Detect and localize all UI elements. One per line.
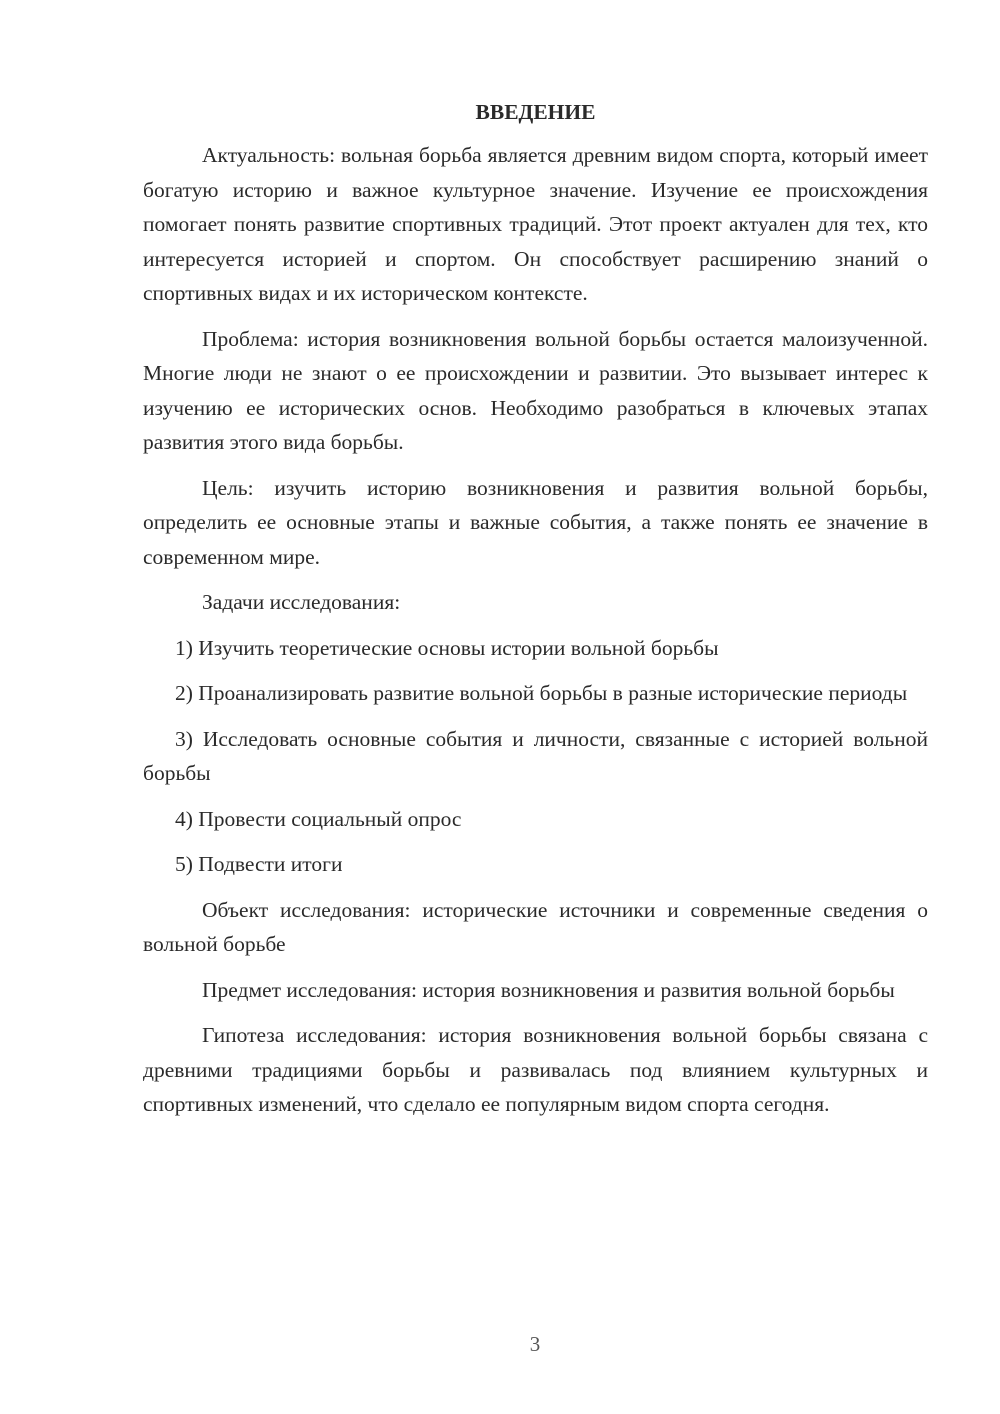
paragraph-goal: Цель: изучить историю возникновения и развития вольной борьбы, определить ее основные этапы и важные события, а также понять ее значение в современном мире. [143, 475, 928, 569]
page-title: ВВЕДЕНИЕ [475, 100, 596, 124]
paragraph-hypothesis: Гипотеза исследования: история возникновения вольной борьбы связана с древними традициями борьбы и развивалась под влиянием культурных и спортивных изменений, что сделало ее популярным видом спорта сегодня. [143, 1023, 928, 1116]
paragraph-object: Объект исследования: исторические источники и современные сведения о вольной борьбе [143, 897, 928, 956]
task-item-4: 4) Провести социальный опрос [175, 806, 462, 831]
task-item-5: 5) Подвести итоги [175, 852, 343, 876]
paragraph-subject: Предмет исследования: история возникновения и развития вольной борьбы [202, 977, 895, 1002]
tasks-heading: Задачи исследования: [202, 590, 401, 614]
task-item-1: 1) Изучить теоретические основы истории вольной борьбы [175, 635, 719, 660]
task-item-3: 3) Исследовать основные события и личности, связанные с историей вольной борьбы [143, 726, 928, 785]
paragraph-relevance: Актуальность: вольная борьба является древним видом спорта, который имеет богатую историю и важное культурное значение. Изучение ее происхождения помогает понять развитие спортивных традиций. Этот проект актуален для тех, кто интересуется историей и спортом. Он способствует расширению знаний о спортивных видах и их историческом контексте. [143, 143, 928, 305]
paragraph-problem: Проблема: история возникновения вольной борьбы остается малоизученной. Многие люди не знают о ее происхождении и развитии. Это вызывает интерес к изучению ее исторических основ. Необходимо разобраться в ключевых этапах развития этого вида борьбы. [143, 326, 928, 454]
task-item-2: 2) Проанализировать развитие вольной борьбы в разные исторические периоды [175, 681, 908, 705]
document-page [143, 96, 928, 1133]
page-number: 3 [529, 1332, 541, 1356]
